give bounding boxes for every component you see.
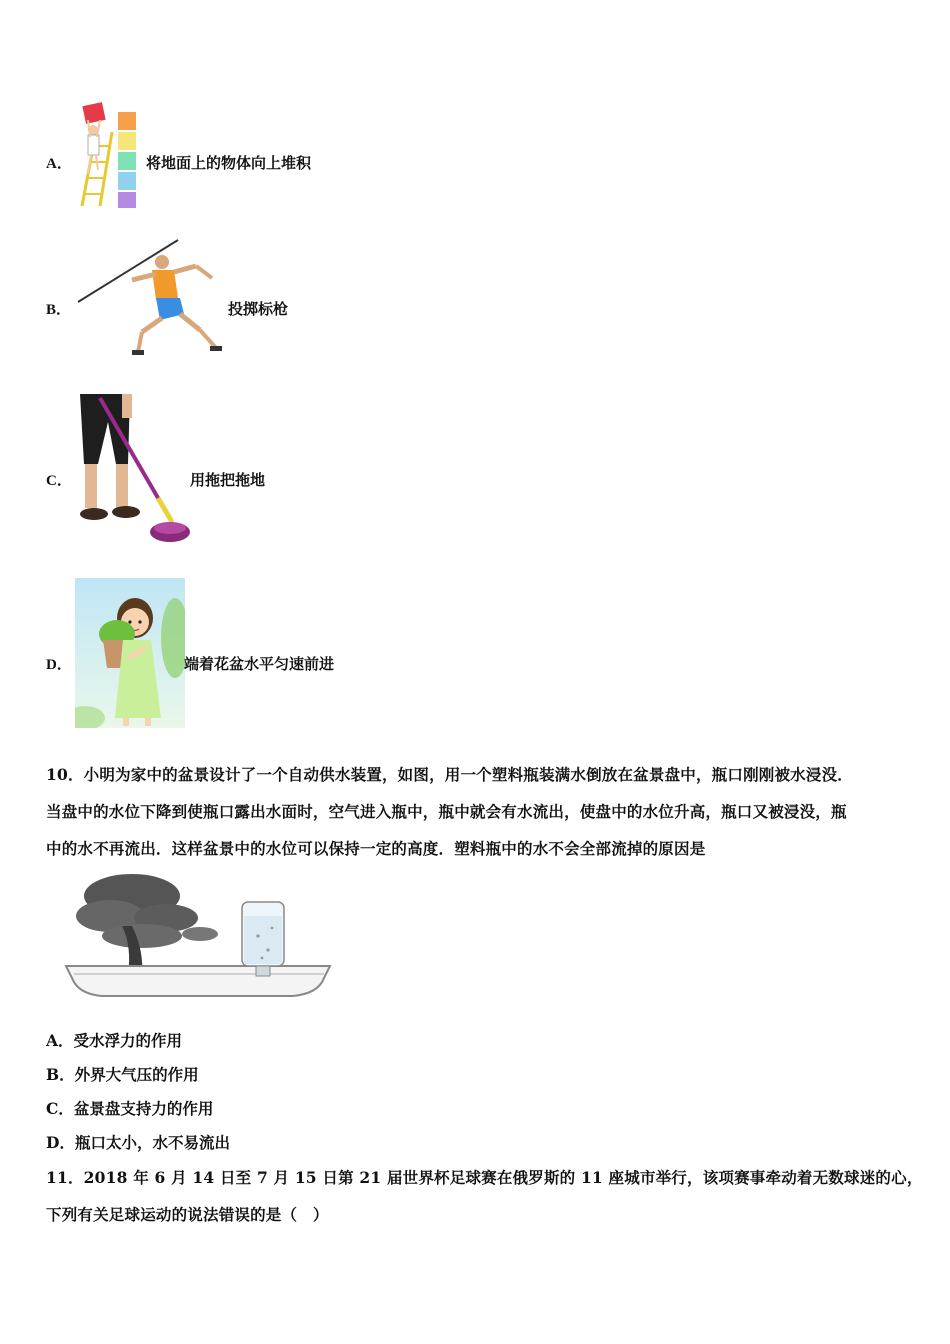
option-c-text: 用拖把拖地 xyxy=(190,471,266,489)
bonsai-auto-water-bottle-illustration xyxy=(62,866,334,1004)
question-10-line-2: 当盘中的水位下降到使瓶口露出水面时，空气进入瓶中，瓶中就会有水流出，使盘中的水位升高，瓶口又被浸没，瓶 xyxy=(46,802,847,821)
mopping-floor-illustration xyxy=(76,394,190,548)
question-10-choice-c: C．盆景盘支持力的作用 xyxy=(46,1099,214,1118)
option-b-text: 投掷标枪 xyxy=(228,300,289,318)
option-a-letter: A． xyxy=(46,156,72,172)
girl-carrying-flowerpot-illustration xyxy=(75,578,185,728)
option-a-text: 将地面上的物体向上堆积 xyxy=(146,154,312,172)
option-d-text: 端着花盆水平匀速前进 xyxy=(184,655,335,673)
question-11-line-2: 下列有关足球运动的说法错误的是（ ） xyxy=(46,1205,329,1224)
question-10-line-3: 中的水不再流出．这样盆景中的水位可以保持一定的高度．塑料瓶中的水不会全部流掉的原因是 xyxy=(46,839,706,858)
question-10-line-1: 10．小明为家中的盆景设计了一个自动供水装置，如图，用一个塑料瓶装满水倒放在盆景盘中，瓶口刚刚被水浸没． xyxy=(46,765,853,784)
question-11-line-1: 11．2018 年 6 月 14 日至 7 月 15 日第 21 届世界杯足球赛在俄罗斯的 11 座城市举行，该项赛事牵动着无数球迷的心， xyxy=(46,1168,923,1187)
option-c-letter: C． xyxy=(46,473,72,489)
question-10-choice-d: D．瓶口太小，水不易流出 xyxy=(46,1133,230,1152)
question-10-choice-b: B．外界大气压的作用 xyxy=(46,1065,199,1084)
option-d-letter: D． xyxy=(46,657,72,673)
person-stacking-blocks-illustration xyxy=(76,102,142,210)
javelin-thrower-illustration xyxy=(76,236,224,358)
option-b-letter: B． xyxy=(46,302,72,318)
question-10-choice-a: A．受水浮力的作用 xyxy=(46,1031,183,1050)
